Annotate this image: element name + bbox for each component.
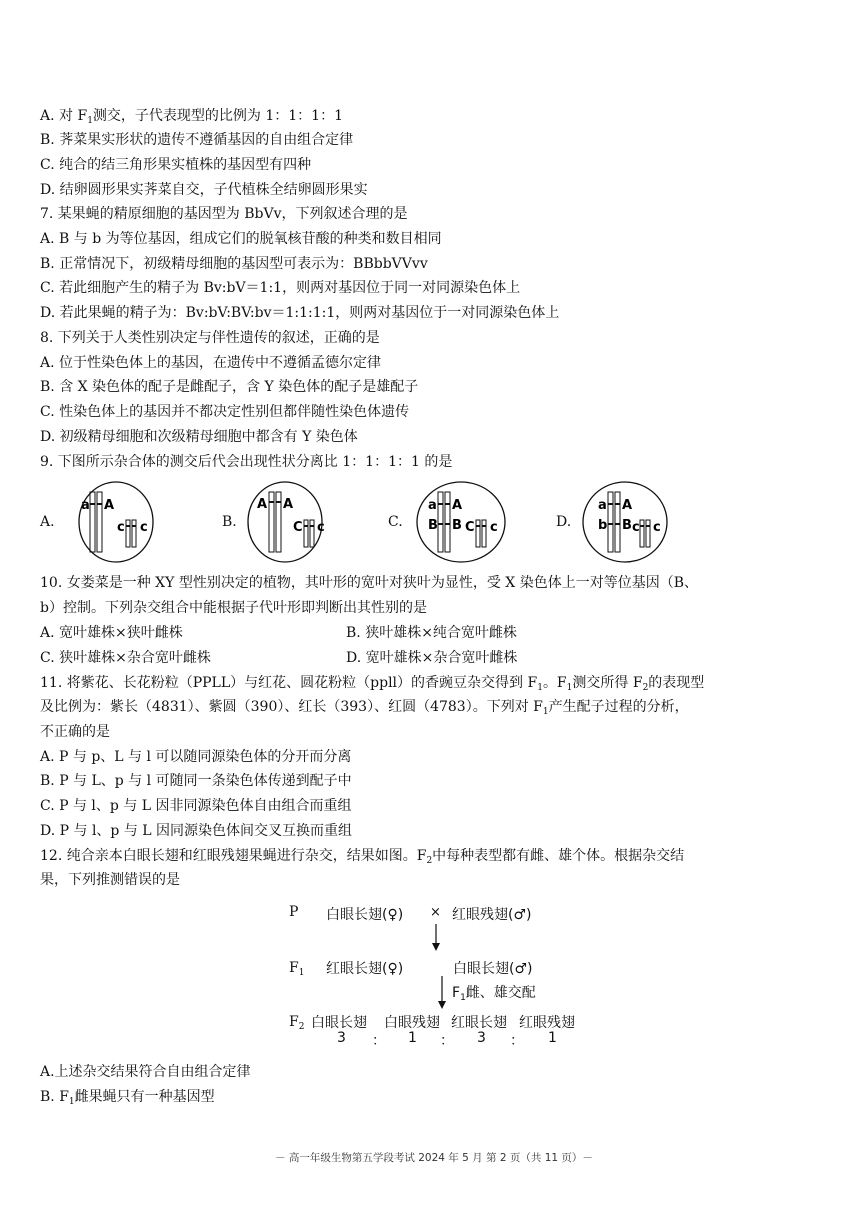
q10-stem-line2: b）控制。下列杂交组合中能根据子代叶形即判断出其性别的是 (40, 600, 427, 616)
gene-label: c (317, 520, 325, 535)
ratio-value: 3 (337, 1030, 346, 1046)
q12-stem-line1: 12. 纯合亲本白眼长翅和红眼残翅果蝇进行杂交，结果如图。$F_2$中每种表型都有雌、雄个体。根据杂交结 (40, 848, 685, 866)
cell-option-label: B. (222, 514, 237, 530)
gene-label: c (653, 520, 661, 535)
gene-label: C (465, 520, 475, 535)
ratio-value: 1 (548, 1030, 557, 1046)
q9-cell-b (222, 478, 352, 568)
gene-label: A (622, 498, 633, 513)
f2-generation-label: $F_2$ (289, 1014, 305, 1032)
chromosome-diagram (222, 478, 352, 568)
q9-cell-c (388, 478, 518, 568)
page-footer: － 高一年级生物第五学段考试 2024 年 5 月 第 2 页（共 11 页）－ (275, 1152, 593, 1164)
ratio-value: 1 (408, 1030, 417, 1046)
q11-option-d: D. P 与 l、p 与 L 因同源染色体间交叉互换而重组 (40, 823, 353, 839)
gene-label: A (452, 498, 463, 513)
gene-label: B (452, 518, 462, 533)
p-male: 红眼残翅(♂) (452, 907, 532, 923)
f2-phenotype: 白眼长翅 (311, 1015, 367, 1031)
gene-label: A (104, 498, 115, 513)
q11-stem-line1: 11. 将紫花、长花粉粒（PPLL）与红花、圆花粉粒（ppll）的香豌豆杂交得到 $F_1$。$F_1$测交所得 $F_2$的表现型 (40, 675, 705, 693)
q9-cell-a (40, 478, 170, 568)
q8-option-b: B. 含 X 染色体的配子是雌配子，含 Y 染色体的配子是雄配子 (40, 379, 419, 395)
q6-option-b: B. 荠菜果实形状的遗传不遵循基因的自由组合定律 (40, 132, 354, 148)
q9-stem: 9. 下图所示杂合体的测交后代会出现性状分离比 1：1：1：1 的是 (40, 454, 453, 470)
gene-label: A (257, 497, 268, 512)
q10-option-a: A. 宽叶雄株×狭叶雌株 (40, 625, 183, 641)
gene-label: b (598, 518, 608, 533)
gene-label: c (117, 520, 125, 535)
q11-stem-line2: 及比例为：紫长（4831）、紫圆（390）、红长（393）、红圆（4783）。下列对 $F_1$产生配子过程的分析， (40, 699, 689, 717)
f1-cross-note: $F_1$雌、雄交配 (452, 985, 536, 1003)
q11-option-b: B. P 与 L、p 与 l 可随同一条染色体传递到配子中 (40, 773, 352, 789)
q6-option-a: A. 对 $F_1$测交，子代表现型的比例为 1：1：1：1 (40, 108, 344, 126)
chromosome-diagram (40, 478, 170, 568)
cell-option-label: A. (40, 514, 55, 530)
chromosome-diagram (388, 478, 518, 568)
gene-label: a (81, 498, 90, 513)
p-female: 白眼长翅(♀) (326, 907, 404, 923)
f1-male: 白眼长翅(♂) (453, 961, 533, 977)
f2-phenotype: 红眼长翅 (451, 1015, 507, 1031)
q8-option-d: D. 初级精母细胞和次级精母细胞中都含有 Y 染色体 (40, 429, 358, 445)
gene-label: c (140, 520, 148, 535)
q8-option-a: A. 位于性染色体上的基因，在遗传中不遵循孟德尔定律 (40, 355, 382, 371)
p-generation-label: P (289, 904, 299, 920)
q7-stem: 7. 某果蝇的精原细胞的基因型为 BbVv，下列叙述合理的是 (40, 206, 408, 222)
ratio-sep: ： (372, 1033, 386, 1049)
q10-option-c: C. 狭叶雄株×杂合宽叶雌株 (40, 650, 211, 666)
gene-label: B (428, 518, 438, 533)
ratio-value: 3 (477, 1030, 486, 1046)
gene-label: C (293, 520, 303, 535)
q7-option-d: D. 若此果蝇的精子为：Bv:bV:BV:bv＝1:1:1:1，则两对基因位于一对同源染色体上 (40, 305, 560, 321)
q7-option-c: C. 若此细胞产生的精子为 Bv:bV＝1:1，则两对基因位于同一对同源染色体上 (40, 280, 521, 296)
q8-option-c: C. 性染色体上的基因并不都决定性别但都伴随性染色体遗传 (40, 404, 410, 420)
q6-option-d: D. 结卵圆形果实荠菜自交，子代植株全结卵圆形果实 (40, 182, 368, 198)
gene-label: c (632, 520, 640, 535)
f1-generation-label: $F_1$ (289, 960, 305, 978)
f1-female: 红眼长翅(♀) (326, 961, 404, 977)
q12-option-a: A.上述杂交结果符合自由组合定律 (40, 1064, 251, 1080)
q9-cell-d (556, 478, 686, 568)
cross-symbol: × (430, 905, 441, 920)
gene-label: A (283, 497, 294, 512)
f2-phenotype: 白眼残翅 (384, 1015, 440, 1031)
q12-stem-line2: 果，下列推测错误的是 (40, 872, 180, 888)
q6-option-c: C. 纯合的结三角形果实植株的基因型有四种 (40, 157, 312, 173)
ratio-sep: ： (440, 1033, 454, 1049)
q11-stem-line3: 不正确的是 (40, 724, 110, 740)
cell-option-label: C. (388, 514, 403, 530)
q12-option-b: B. $F_1$雌果蝇只有一种基因型 (40, 1089, 215, 1107)
gene-label: a (598, 498, 607, 513)
gene-label: a (428, 498, 437, 513)
q10-option-b: B. 狭叶雄株×纯合宽叶雌株 (346, 625, 517, 641)
q11-option-c: C. P 与 l、p 与 L 因非同源染色体自由组合而重组 (40, 798, 352, 814)
f2-phenotype: 红眼残翅 (519, 1015, 575, 1031)
q10-option-d: D. 宽叶雄株×杂合宽叶雌株 (346, 650, 518, 666)
gene-label: c (490, 520, 498, 535)
cell-option-label: D. (556, 514, 572, 530)
q11-option-a: A. P 与 p、L 与 l 可以随同源染色体的分开而分离 (40, 749, 352, 765)
ratio-sep: ： (510, 1033, 524, 1049)
gene-label: B (622, 518, 632, 533)
q7-option-a: A. B 与 b 为等位基因，组成它们的脱氧核苷酸的种类和数目相同 (40, 231, 442, 247)
chromosome-diagram (556, 478, 686, 568)
q10-stem-line1: 10. 女娄菜是一种 XY 型性别决定的植物，其叶形的宽叶对狭叶为显性，受 X 染色体上一对等位基因（B、 (40, 575, 698, 591)
q7-option-b: B. 正常情况下，初级精母细胞的基因型可表示为：BBbbVVvv (40, 256, 428, 272)
q8-stem: 8. 下列关于人类性别决定与伴性遗传的叙述，正确的是 (40, 330, 380, 346)
